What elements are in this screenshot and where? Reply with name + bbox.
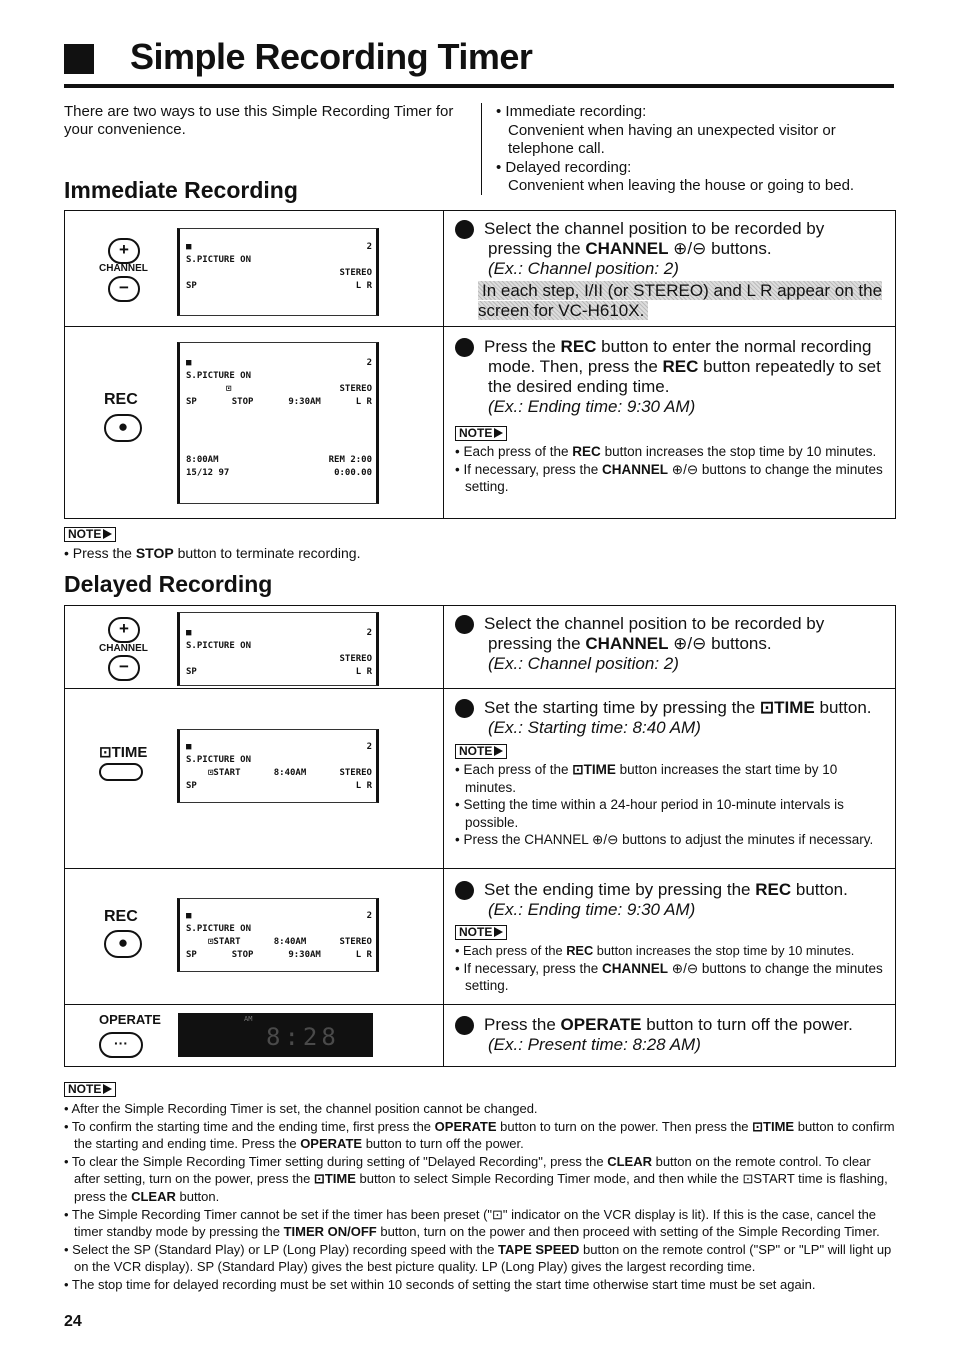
osd-text: 2 bbox=[366, 242, 372, 252]
osd-text: L R bbox=[355, 397, 372, 407]
footer-note: • After the Simple Recording Timer is set, the channel position cannot be changed. bbox=[64, 1101, 538, 1116]
note-text: • If necessary, press the bbox=[455, 960, 603, 976]
osd-text: 15/12 97 bbox=[186, 468, 230, 478]
rec-button: ● bbox=[104, 930, 142, 958]
note-bold: CHANNEL bbox=[602, 960, 669, 976]
step-text: Select the channel position to be recorded by pressing the bbox=[484, 219, 825, 258]
step-bold: CHANNEL bbox=[585, 239, 669, 258]
step-text: Press the bbox=[484, 337, 561, 356]
osd-text: ⊡START bbox=[208, 937, 241, 947]
step-bold: REC bbox=[755, 880, 792, 899]
note-text: button on the remote control ("SP" or "LP" will light up on the VCR display). SP (Standard Play) gives the best picture quality. LP (Long Play) gives the largest recording time. bbox=[74, 1241, 892, 1275]
osd-text: STEREO bbox=[339, 654, 372, 664]
note-text: • The Simple Recording Timer cannot be set if the timer has been preset ("⊡" indicator on the VCR display is lit). If this is the case, cancel the timer standby mode by pressing the bbox=[64, 1206, 877, 1240]
step-number: 2 bbox=[455, 699, 474, 718]
channel-minus-button: − bbox=[108, 655, 140, 681]
osd-screen bbox=[177, 342, 379, 504]
note-text: button increases the stop time by 10 minutes. bbox=[600, 444, 877, 459]
osd-screen bbox=[177, 228, 379, 316]
footer-notes bbox=[64, 1100, 896, 1294]
channel-label: CHANNEL bbox=[99, 643, 148, 654]
note-bold: ⊡TIME bbox=[313, 1171, 356, 1187]
step-example: (Ex.: Ending time: 9:30 AM) bbox=[488, 397, 696, 416]
del-step-3 bbox=[444, 880, 887, 920]
step-number: 4 bbox=[455, 1016, 474, 1035]
osd-text: SP bbox=[186, 667, 197, 677]
osd-screen bbox=[177, 612, 379, 686]
intro-bullets bbox=[496, 103, 896, 196]
osd-text: STEREO bbox=[339, 384, 372, 394]
step-bold: CHANNEL bbox=[585, 634, 669, 653]
immediate-heading: Immediate Recording bbox=[64, 177, 298, 203]
osd-text: 2 bbox=[366, 911, 372, 921]
note-text: • Each press of the bbox=[455, 943, 567, 958]
osd-text: ■ bbox=[186, 358, 192, 368]
immediate-note bbox=[64, 525, 360, 562]
osd-text: SP bbox=[186, 397, 197, 407]
immediate-row-divider bbox=[64, 326, 895, 327]
step-number: 3 bbox=[455, 881, 474, 900]
step-text: button repeatedly to set the desired ending time. bbox=[488, 357, 881, 396]
vcr-time: 8:28 bbox=[266, 1023, 340, 1051]
time-label: ⊡TIME bbox=[99, 744, 148, 761]
osd-text: ■ bbox=[186, 911, 192, 921]
intro-divider bbox=[481, 103, 482, 195]
note-tag: NOTE bbox=[455, 744, 507, 759]
step-number: 2 bbox=[455, 338, 474, 357]
note-bold: CHANNEL bbox=[602, 461, 669, 477]
imm-step-2-note bbox=[455, 424, 885, 496]
note-bold: ⊡TIME bbox=[572, 762, 616, 777]
osd-text: STEREO bbox=[339, 768, 372, 778]
step-text: Select the channel position to be recorded by pressing the bbox=[484, 614, 825, 653]
delayed-row-divider bbox=[64, 868, 895, 869]
delayed-col-divider bbox=[443, 605, 444, 1066]
channel-label: CHANNEL bbox=[99, 263, 148, 274]
note-tag: NOTE bbox=[64, 1082, 116, 1097]
osd-text: S.PICTURE ON bbox=[186, 924, 252, 934]
vcr-display bbox=[178, 1013, 373, 1057]
note-text: button to select Simple Recording Timer mode, and then while the ⊡START time is flashing, press the bbox=[74, 1171, 888, 1204]
note-text: button, turn on the power and then proceed with setting of the Simple Recording Timer. bbox=[376, 1224, 880, 1240]
rec-label: REC bbox=[104, 391, 138, 408]
step-text: Press the bbox=[484, 1015, 561, 1034]
step-bold: ⊡TIME bbox=[759, 698, 815, 717]
step-text: Set the ending time by pressing the bbox=[484, 880, 756, 899]
del-step-2 bbox=[444, 698, 887, 738]
channel-plus-button: + bbox=[108, 238, 140, 264]
osd-text: ■ bbox=[186, 628, 192, 638]
channel-plus-button: + bbox=[108, 617, 140, 643]
bullet-body: Convenient when leaving the house or going to bed. bbox=[508, 177, 855, 194]
step-example: (Ex.: Starting time: 8:40 AM) bbox=[488, 718, 701, 737]
delayed-row-divider bbox=[64, 688, 895, 689]
osd-text: STEREO bbox=[339, 937, 372, 947]
operate-label: OPERATE bbox=[99, 1012, 161, 1027]
bullet-body: Convenient when having an unexpected visitor or telephone call. bbox=[508, 121, 836, 157]
osd-text: L R bbox=[355, 781, 372, 791]
note-bold: REC bbox=[572, 444, 601, 459]
note-text: ⊕/⊖ buttons to change the minutes setting. bbox=[465, 461, 883, 494]
del-step-3-note bbox=[455, 923, 885, 995]
osd-text: ⊡START bbox=[208, 768, 241, 778]
osd-text: 9:30AM bbox=[288, 950, 321, 960]
note-text: • To confirm the starting time and the ending time, first press the bbox=[64, 1118, 435, 1134]
step-text: button to enter the normal recording mode. Then, press the bbox=[488, 337, 872, 376]
osd-text: 8:40AM bbox=[273, 768, 307, 778]
channel-minus-button: − bbox=[108, 276, 140, 302]
note-bold: ⊡TIME bbox=[752, 1118, 795, 1134]
footer-note bbox=[64, 1241, 896, 1276]
del-step-4 bbox=[444, 1015, 887, 1055]
note-tag: NOTE bbox=[64, 527, 116, 542]
note-bold: CLEAR bbox=[607, 1153, 652, 1169]
footer-note: • The stop time for delayed recording must be set within 10 seconds of setting the start time otherwise start time must be set again. bbox=[64, 1276, 816, 1292]
note-bold: STOP bbox=[135, 545, 174, 561]
bullet-head: • Delayed recording: bbox=[496, 158, 632, 176]
osd-text: STEREO bbox=[339, 268, 372, 278]
osd-text: ■ bbox=[186, 242, 192, 252]
osd-text: STOP bbox=[231, 397, 254, 407]
step-text: Set the starting time by pressing the bbox=[484, 698, 760, 717]
osd-text: 9:30AM bbox=[288, 397, 321, 407]
osd-text: S.PICTURE ON bbox=[186, 641, 252, 651]
footer-note-tag bbox=[64, 1080, 116, 1098]
delayed-heading: Delayed Recording bbox=[64, 571, 273, 597]
del-step-1 bbox=[444, 614, 887, 674]
note-text: button on the remote control. To clear after setting, turn on the power, press the bbox=[74, 1153, 871, 1187]
intro-text: There are two ways to use this Simple Recording Timer for your convenience. bbox=[64, 103, 454, 138]
note-text: • Press the bbox=[64, 545, 136, 561]
step-example: (Ex.: Present time: 8:28 AM) bbox=[488, 1035, 701, 1054]
note-bold: TAPE SPEED bbox=[498, 1241, 580, 1257]
footer-note bbox=[64, 1206, 896, 1241]
osd-text: S.PICTURE ON bbox=[186, 255, 252, 265]
title-rule bbox=[64, 84, 894, 88]
step-bold: REC bbox=[662, 357, 699, 376]
time-button bbox=[99, 763, 143, 781]
osd-text: 8:00AM bbox=[186, 455, 219, 465]
immediate-col-divider bbox=[443, 210, 444, 518]
timer-icon bbox=[64, 44, 94, 74]
note-bold: REC bbox=[566, 943, 594, 958]
note-text: • To clear the Simple Recording Timer setting during setting of "Delayed Recording", press the bbox=[64, 1153, 608, 1169]
note-bold: OPERATE bbox=[300, 1136, 363, 1152]
rec-button: ● bbox=[104, 414, 142, 442]
note-text: button increases the stop time by 10 minutes. bbox=[593, 943, 855, 958]
imm-step-1 bbox=[444, 219, 887, 279]
note-bold: TIMER ON/OFF bbox=[283, 1224, 377, 1240]
operate-button: ··· bbox=[99, 1032, 143, 1058]
osd-text: SP bbox=[186, 281, 197, 291]
osd-text: REM 2:00 bbox=[328, 455, 372, 465]
footer-note bbox=[64, 1118, 896, 1153]
osd-text: SP bbox=[186, 950, 197, 960]
osd-text: S.PICTURE ON bbox=[186, 371, 252, 381]
imm-step-2 bbox=[444, 337, 887, 417]
rec-label: REC bbox=[104, 908, 138, 925]
osd-text: ⊡ bbox=[226, 384, 232, 394]
note-text: • Press the CHANNEL ⊕/⊖ buttons to adjust the minutes if necessary. bbox=[455, 832, 874, 847]
note-text: • Setting the time within a 24-hour period in 10-minute intervals is possible. bbox=[455, 797, 844, 830]
note-text: button to confirm the starting and ending time. Press the bbox=[74, 1118, 895, 1152]
note-text: ⊕/⊖ buttons to change the minutes setting. bbox=[465, 960, 883, 993]
note-text: • Each press of the bbox=[455, 444, 573, 459]
osd-text: L R bbox=[355, 281, 372, 291]
note-text: button to terminate recording. bbox=[173, 545, 361, 561]
note-text: button to turn off the power. bbox=[362, 1136, 524, 1152]
footer-note bbox=[64, 1153, 896, 1206]
note-text: • Select the SP (Standard Play) or LP (Long Play) recording speed with the bbox=[64, 1241, 499, 1257]
step-text: button to turn off the power. bbox=[641, 1015, 853, 1034]
osd-text: L R bbox=[355, 667, 372, 677]
note-text: • Each press of the bbox=[455, 762, 573, 777]
step-number: 1 bbox=[455, 615, 474, 634]
osd-text: 8:40AM bbox=[273, 937, 307, 947]
step-example: (Ex.: Ending time: 9:30 AM) bbox=[488, 900, 696, 919]
osd-text: S.PICTURE ON bbox=[186, 755, 252, 765]
page-number: 24 bbox=[64, 1313, 82, 1330]
step-bold: REC bbox=[560, 337, 597, 356]
osd-text: STOP bbox=[231, 950, 254, 960]
step-example: (Ex.: Channel position: 2) bbox=[488, 259, 679, 278]
osd-screen bbox=[177, 898, 379, 972]
note-bold: CLEAR bbox=[131, 1188, 176, 1204]
highlight-note bbox=[478, 281, 892, 321]
osd-text: 0:00.00 bbox=[334, 468, 372, 478]
osd-screen bbox=[177, 729, 379, 803]
note-tag: NOTE bbox=[455, 925, 507, 940]
osd-text: ■ bbox=[186, 742, 192, 752]
osd-text: 2 bbox=[366, 358, 372, 368]
step-text: ⊕/⊖ buttons. bbox=[668, 239, 772, 258]
page-title: Simple Recording Timer bbox=[130, 36, 533, 77]
delayed-row-divider bbox=[64, 1004, 895, 1005]
osd-text: L R bbox=[355, 950, 372, 960]
highlight-text: In each step, I/II (or STEREO) and L R appear on the screen for VC-H610X. bbox=[478, 281, 883, 320]
del-step-2-note bbox=[455, 742, 885, 849]
step-text: ⊕/⊖ buttons. bbox=[668, 634, 772, 653]
note-text: • If necessary, press the bbox=[455, 461, 603, 477]
step-text: button. bbox=[814, 698, 872, 717]
bullet-head: • Immediate recording: bbox=[496, 103, 647, 120]
osd-text: 2 bbox=[366, 742, 372, 752]
note-tag: NOTE bbox=[455, 426, 507, 441]
osd-text: SP bbox=[186, 781, 197, 791]
step-bold: OPERATE bbox=[560, 1015, 642, 1034]
vcr-am: AM bbox=[244, 1015, 253, 1023]
note-text: button to turn on the power. Then press the bbox=[496, 1118, 753, 1134]
osd-text: 2 bbox=[366, 628, 372, 638]
step-number: 1 bbox=[455, 220, 474, 239]
step-text: button. bbox=[791, 880, 848, 899]
step-example: (Ex.: Channel position: 2) bbox=[488, 654, 679, 673]
note-text: button increases the start time by 10 minutes. bbox=[465, 762, 838, 795]
note-bold: OPERATE bbox=[434, 1118, 497, 1134]
note-text: button. bbox=[175, 1188, 220, 1204]
